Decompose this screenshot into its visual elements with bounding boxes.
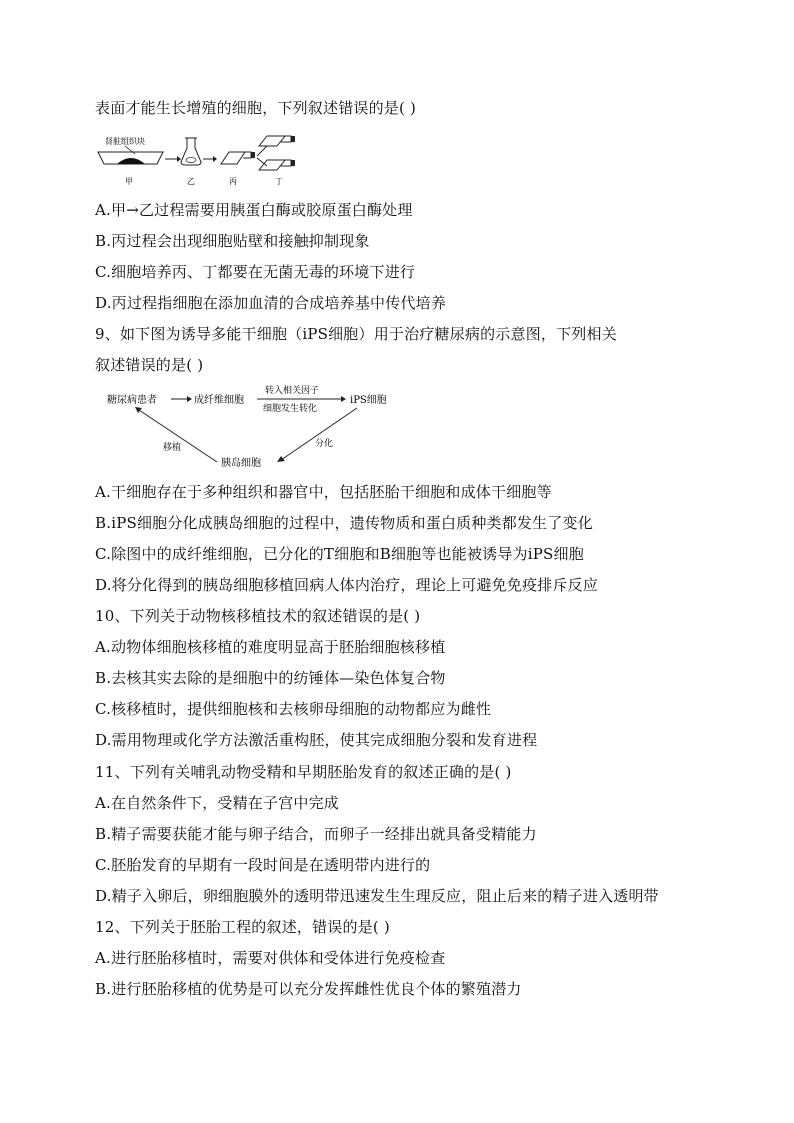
q10-option-c: C.核移植时，提供细胞核和去核卵母细胞的动物都应为雌性 bbox=[95, 700, 492, 718]
label-ding: 丁 bbox=[275, 177, 283, 186]
node-ips: iPS细胞 bbox=[350, 395, 387, 406]
label-bing: 丙 bbox=[229, 177, 237, 186]
q8-option-a: A.甲→乙过程需要用胰蛋白酶或胶原蛋白酶处理 bbox=[95, 201, 413, 219]
cell-culture-diagram bbox=[95, 128, 315, 190]
q12-option-a: A.进行胚胎移植时，需要对供体和受体进行免疫检查 bbox=[95, 949, 446, 967]
node-islet: 胰岛细胞 bbox=[221, 458, 261, 469]
q11-option-b: B.精子需要获能才能与卵子结合，而卵子一经排出就具备受精能力 bbox=[95, 825, 537, 843]
tissue-block-icon bbox=[117, 158, 145, 164]
culture-bottle-upper-icon bbox=[259, 136, 285, 146]
edge-transplant: 移植 bbox=[163, 443, 182, 453]
label-yi: 乙 bbox=[187, 177, 195, 186]
q9-option-a: A.干细胞存在于多种组织和器官中，包括胚胎干细胞和成体干细胞等 bbox=[95, 483, 552, 501]
q9-stem-line2: 叙述错误的是( ) bbox=[95, 356, 204, 374]
q12-stem: 12、下列关于胚胎工程的叙述，错误的是( ) bbox=[95, 918, 390, 936]
q9-option-c: C.除图中的成纤维细胞，已分化的T细胞和B细胞等也能被诱导为iPS细胞 bbox=[95, 545, 584, 563]
q8-stem: 表面才能生长增殖的细胞，下列叙述错误的是( ) bbox=[95, 99, 417, 117]
node-patient: 糖尿病患者 bbox=[107, 395, 157, 406]
label-jia: 甲 bbox=[125, 177, 133, 186]
q10-option-d: D.需用物理或化学方法激活重构胚，使其完成细胞分裂和发育进程 bbox=[95, 731, 538, 749]
culture-bottle-icon bbox=[221, 152, 245, 164]
q11-option-a: A.在自然条件下，受精在子宫中完成 bbox=[95, 794, 340, 812]
q11-stem: 11、下列有关哺乳动物受精和早期胚胎发育的叙述正确的是( ) bbox=[95, 763, 512, 781]
q10-stem: 10、下列关于动物核移植技术的叙述错误的是( ) bbox=[95, 607, 421, 625]
node-fibroblast: 成纤维细胞 bbox=[194, 395, 244, 406]
q10-option-b: B.去核其实去除的是细胞中的纺锤体—染色体复合物 bbox=[95, 669, 446, 687]
q8-option-d: D.丙过程指细胞在添加血清的合成培养基中传代培养 bbox=[95, 294, 447, 312]
q11-option-d: D.精子入卵后，卵细胞膜外的透明带迅速发生生理反应，阻止后来的精子进入透明带 bbox=[95, 887, 659, 905]
flask-icon bbox=[181, 138, 201, 165]
q8-cell-culture-figure bbox=[95, 128, 315, 190]
q9-ips-diagram bbox=[105, 380, 405, 472]
q8-option-c: C.细胞培养丙、丁都要在无菌无毒的环境下进行 bbox=[95, 263, 416, 281]
tissue-label: 肾脏组织块 bbox=[105, 137, 145, 146]
q9-option-b: B.iPS细胞分化成胰岛细胞的过程中，遗传物质和蛋白质种类都发生了变化 bbox=[95, 514, 593, 532]
q10-option-a: A.动物体细胞核移植的难度明显高于胚胎细胞核移植 bbox=[95, 638, 446, 656]
q8-option-b: B.丙过程会出现细胞贴壁和接触抑制现象 bbox=[95, 232, 370, 250]
arrow-label-bottom: 细胞发生转化 bbox=[263, 404, 318, 414]
q12-option-b: B.进行胚胎移植的优势是可以充分发挥雌性优良个体的繁殖潜力 bbox=[95, 980, 522, 998]
q9-stem-line1: 9、如下图为诱导多能干细胞（iPS细胞）用于治疗糖尿病的示意图，下列相关 bbox=[95, 325, 617, 343]
arrow-label-top: 转入相关因子 bbox=[265, 386, 320, 396]
culture-bottle-lower-icon bbox=[259, 160, 285, 170]
ips-flow-diagram bbox=[105, 380, 405, 472]
q9-option-d: D.将分化得到的胰岛细胞移植回病人体内治疗，理论上可避免免疫排斥反应 bbox=[95, 576, 599, 594]
edge-differentiate: 分化 bbox=[315, 439, 334, 449]
q11-option-c: C.胚胎发育的早期有一段时间是在透明带内进行的 bbox=[95, 856, 431, 874]
